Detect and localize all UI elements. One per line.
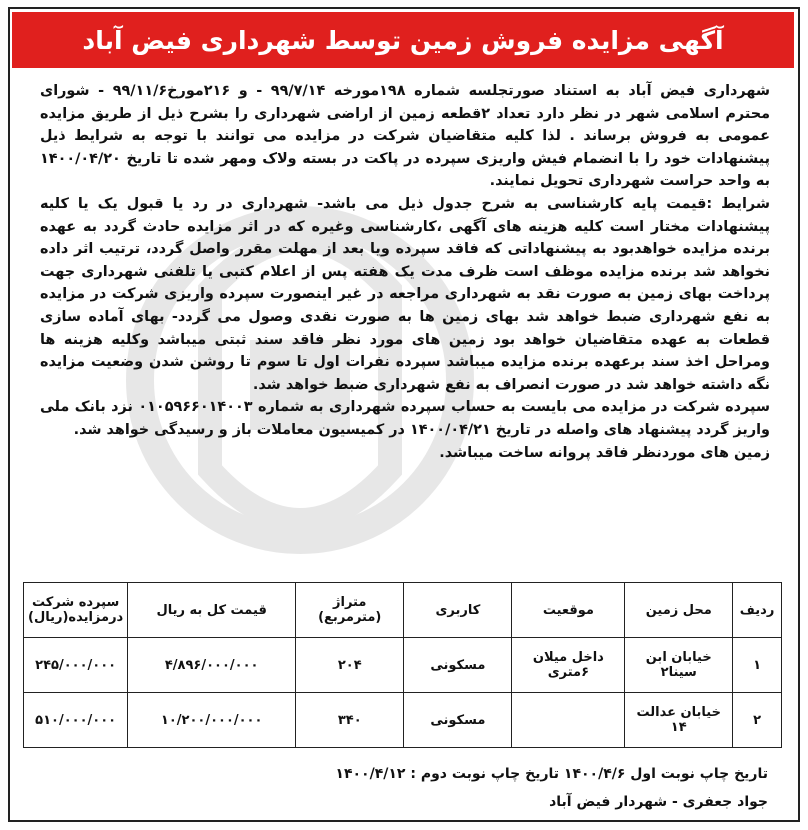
header-position: موقعیت <box>512 583 625 638</box>
header-location: محل زمین <box>625 583 733 638</box>
header-total-price: قیمت کل به ریال <box>128 583 296 638</box>
table-header-row <box>24 583 782 638</box>
cell-row-number: ۲ <box>733 693 782 748</box>
signature: جواد جعفری - شهردار فیض آباد <box>549 794 768 810</box>
side-code <box>14 620 34 820</box>
cell-row-number: ۱ <box>733 638 782 693</box>
cell-total-price: ۱۰/۲۰۰/۰۰۰/۰۰۰ <box>128 693 296 748</box>
conditions-paragraph: شرایط :قیمت پایه کارشناسی به شرح جدول ذیل می باشد- شهرداری در رد یا قبول یک یا کلیه پیشنهادات مختار است کلیه هزینه های آگهی ،کارشناسی وغیره که در اثر مزایده حادث گردد به عهده برنده مزایده خواهدبود به پیشنهاداتی که فاقد سپرده ویا بعد از مهلت مقرر واصل گردد، ترتیب اثر داده نخواهد شد برنده مزایده موظف است ظرف مدت یک هفته پس از اعلام کتبی یا تلفنی شهرداری جهت پرداخت بهای زمین به صورت نقد به شهرداری مراجعه در غیر اینصورت سپرده واریزی شرکت در مزایده به نفع شهرداری ضبط خواهد شد بهای زمین ها به صورت نقدی وصول می گردد- بهای آماده سازی قطعات به عهده متقاضیان خواهد بود زمین های مورد نظر فاقد سند ثبتی میباشد وکلیه هزینه ها ومراحل اخذ سند برعهده برنده مزایده میباشد سپرده نفرات اول تا سوم تا روشن شدن وضعیت مزایده نگه داشته خواهد شد در صورت انصراف به نفع شهرداری ضبط خواهد شد. <box>40 195 770 393</box>
table-row <box>24 638 782 693</box>
cell-usage: مسکونی <box>404 693 512 748</box>
header-deposit: سپرده شرکت درمزایده(ریال) <box>24 583 128 638</box>
cell-position <box>512 693 625 748</box>
cell-position: داخل میلان ۶متری <box>512 638 625 693</box>
deposit-paragraph: سپرده شرکت در مزایده می بایست به حساب سپرده شهرداری به شماره ۰۱۰۵۹۶۶۰۱۴۰۰۳ نزد بانک ملی واریز گردد پیشنهاد های واصله در تاریخ ۱۴۰۰/۰۴/۲۱ در کمیسیون معاملات باز و رسیدگی خواهد شد. <box>40 399 771 438</box>
cell-deposit: ۲۴۵/۰۰۰/۰۰۰ <box>24 638 128 693</box>
header-usage: کاربری <box>404 583 512 638</box>
permit-note: زمین های موردنظر فاقد پروانه ساخت میباشد. <box>439 444 770 461</box>
table-row <box>24 693 782 748</box>
land-table <box>23 582 782 748</box>
header-row-number: ردیف <box>733 583 782 638</box>
cell-deposit: ۵۱۰/۰۰۰/۰۰۰ <box>24 693 128 748</box>
cell-area: ۲۰۴ <box>296 638 404 693</box>
title-banner <box>12 12 794 68</box>
intro-paragraph: شهرداری فیض آباد به استناد صورتجلسه شماره ۱۹۸مورخه ۹۹/۷/۱۴ - و ۲۱۶مورخ۹۹/۱۱/۶ - شورای محترم اسلامی شهر در نظر دارد تعداد ۲قطعه زمین از اراضی شهرداری را بشرح ذیل از طریق مزایده عمومی به فروش برساند . لذا کلیه متقاضیان شرکت در مزایده می توانند با توجه به شرایط ذیل پیشنهادات خود را با انضمام فیش واریزی سپرده در پاکت در بسته ولاک ومهر شده تا تاریخ ۱۴۰۰/۰۴/۲۰ به واحد حراست شهرداری تحویل نمایند. <box>40 83 770 190</box>
cell-usage: مسکونی <box>404 638 512 693</box>
ad-footer <box>48 760 768 816</box>
ad-title: آگهی مزایده فروش زمین توسط شهرداری فیض آباد <box>82 25 724 55</box>
cell-total-price: ۴/۸۹۶/۰۰۰/۰۰۰ <box>128 638 296 693</box>
cell-location: خیابان ابن سینا۲ <box>625 638 733 693</box>
ad-body <box>40 80 770 464</box>
cell-location: خیابان عدالت ۱۴ <box>625 693 733 748</box>
cell-area: ۳۴۰ <box>296 693 404 748</box>
header-area: متراژ (مترمربع) <box>296 583 404 638</box>
print-dates: تاریخ چاپ نوبت اول ۱۴۰۰/۴/۶ تاریخ چاپ نوبت دوم : ۱۴۰۰/۴/۱۲ <box>335 766 768 782</box>
